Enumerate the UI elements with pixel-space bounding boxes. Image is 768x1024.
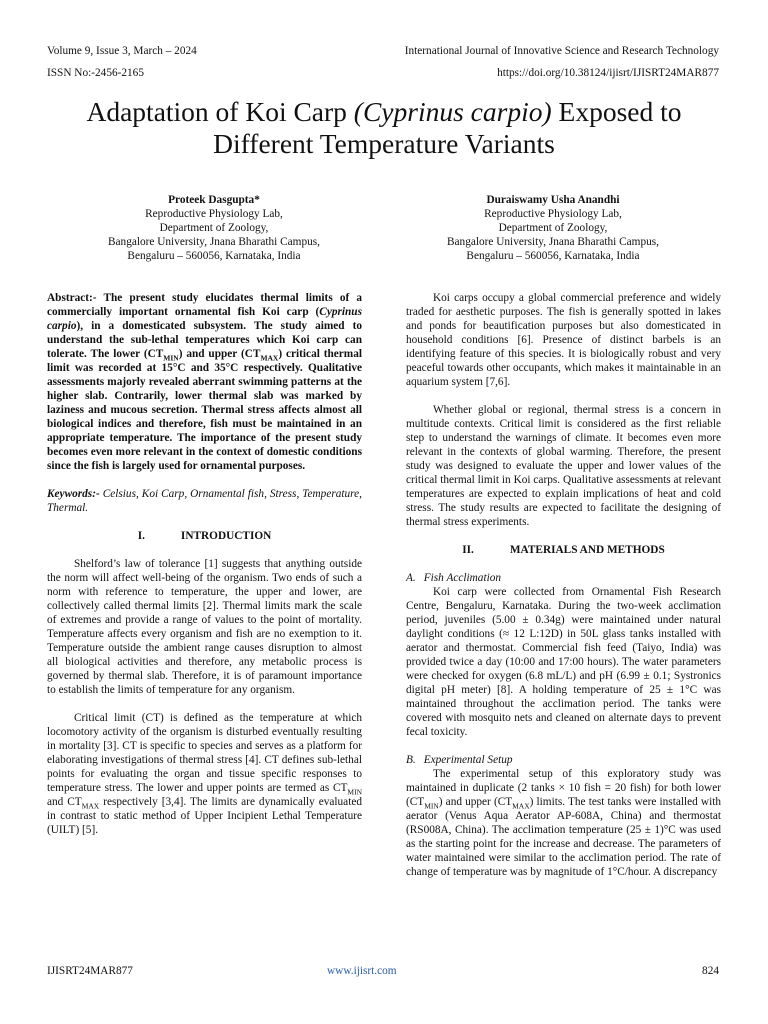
author-dept: Department of Zoology, bbox=[159, 222, 269, 234]
section-heading-methods: II. MATERIALS AND METHODS bbox=[462, 544, 665, 556]
title-part-2: Exposed to bbox=[551, 96, 682, 127]
acclimation-paragraph: Koi carp were collected from Ornamental Fish Research Centre, Bengaluru, Karnataka. During the two-week acclimation period, juveniles (5.00 ± 0.34g) were maintained under natural daylight conditions (≈ 12 L:12D) in 50L glass tanks installed with aerator and thermostat. Commercial fish feed (Taiyo, India) was provided twice a day (10:00 and 17:00 hours). The water parameters were checked for oxygen (6.8 mL/L) and pH (6.99 ± 0.1; Systronics digital pH meter) [8]. A holding temperature of 25 ± 1°C was maintained throughout the acclimation period. The tanks were covered with mosquito nets and cleaned on alternate days to prevent fecal toxicity. bbox=[406, 586, 721, 738]
subsection-fish-acclimation: A. Fish Acclimation bbox=[406, 572, 502, 584]
author-block-1 bbox=[64, 193, 364, 263]
paper-title bbox=[20, 96, 748, 160]
doi-link[interactable]: https://doi.org/10.38124/ijisrt/IJISRT24MAR877 bbox=[497, 67, 719, 79]
journal-name: International Journal of Innovative Science and Research Technology bbox=[404, 45, 719, 57]
left-column bbox=[47, 291, 362, 837]
setup-paragraph: The experimental setup of this exploratory study was maintained in duplicate (2 tanks × 10 fish = 20 fish) for both lower $(CT_{MIN})$ and upper $(CT_{MAX})$ limits. The test tanks were installed with aerator (Venus Aqua Aerator AP-608A, China) and thermostat (RS008A, China). The acclimation temperature (25 ± 1)°C was used as the starting point for the increase and decrease. The parameters of water maintained were similar to the acclimation period. The rate of change of temperature was by magnitude of 1°C/hour. A discrepancy bbox=[406, 768, 721, 878]
abstract: Abstract:- The present study elucidates thermal limits of a commercially important ornamental fish Koi carp (Cyprinus carpio), in a domesticated subsystem. The study aimed to understand the sub-lethal temperatures which Koi carp can tolerate. The lower $(CT_{MIN})$ and upper $(CT_{MAX})$ critical thermal limit was recorded at 15°C and 35°C respectively. Qualitative assessments majorly revealed aberrant swimming patterns at the higher slab. Contrarily, lower thermal slab was marked by laziness and mucous secretion. Thermal stress affects almost all biological indices and therefore, fish must be maintained in an appropriate temperature. The importance of the present study becomes even more relevant in the context of domestic conditions since the fish is largely used for ornamental purposes. bbox=[47, 292, 362, 472]
keywords-label: Keywords:- bbox=[47, 488, 100, 500]
intro-paragraph-2: Critical limit (CT) is defined as the temperature at which locomotory activity of the organism is disturbed eventually resulting in mortality [3]. CT is specific to species and serves as a platform for elaborating investigations of thermal stress [4]. CT defines sub-lethal points for evaluating the organ and tissue specific responses to temperature stress. The lower and upper points are termed as $CT_{MIN}$ and $CT_{MAX}$ respectively [3,4]. The limits are dynamically evaluated in contrast to static method of Upper Incipient Lethal Temperature (UILT) [5]. bbox=[47, 712, 362, 836]
issn: ISSN No:-2456-2165 bbox=[47, 67, 144, 79]
author-city: Bengaluru – 560056, Karnataka, India bbox=[466, 250, 640, 262]
title-line-2: Different Temperature Variants bbox=[213, 128, 555, 159]
title-part-1: Adaptation of Koi Carp bbox=[86, 96, 354, 127]
author-name: Proteek Dasgupta* bbox=[168, 194, 260, 206]
volume-issue: Volume 9, Issue 3, March – 2024 bbox=[47, 45, 197, 57]
author-lab: Reproductive Physiology Lab, bbox=[145, 208, 283, 220]
author-name: Duraiswamy Usha Anandhi bbox=[486, 194, 620, 206]
author-lab: Reproductive Physiology Lab, bbox=[484, 208, 622, 220]
author-block-2 bbox=[403, 193, 703, 263]
author-univ: Bangalore University, Jnana Bharathi Campus, bbox=[108, 236, 320, 248]
intro-paragraph-3: Koi carps occupy a global commercial preference and widely traded for aesthetic purposes. The fish is generally spotted in lakes and ponds for beautification purposes but also domesticated in household conditions [6]. Presence of distinct barbels is an identifying feature of this species. It is biologically robust and very peaceful towards other occupants, which makes it maintainable in an aquarium system [7,6]. bbox=[406, 292, 721, 388]
author-univ: Bangalore University, Jnana Bharathi Campus, bbox=[447, 236, 659, 248]
author-city: Bengaluru – 560056, Karnataka, India bbox=[127, 250, 301, 262]
author-dept: Department of Zoology, bbox=[498, 222, 608, 234]
keywords: Keywords:- Celsius, Koi Carp, Ornamental fish, Stress, Temperature, Thermal. bbox=[47, 488, 362, 514]
page-number: 824 bbox=[702, 965, 719, 977]
intro-paragraph-4: Whether global or regional, thermal stress is a concern in multitude contexts. Critical limit is considered as the first reliable step to understand the warnings of climate. It becomes even more relevant in the contexts of global warming. Therefore, the present study was designed to evaluate the upper and lower values of the critical thermal limit in Koi carps. Qualitative assessments at relevant temperatures are expected to explain implications of heat and cold stress. The study results are expected to facilitate the designing of thermal stress experiments. bbox=[406, 404, 721, 528]
title-species: (Cyprinus carpio) bbox=[353, 96, 552, 127]
footer-paper-id: IJISRT24MAR877 bbox=[47, 965, 133, 977]
section-heading-introduction: I. INTRODUCTION bbox=[137, 530, 272, 542]
footer-website-link[interactable]: www.ijisrt.com bbox=[327, 965, 397, 977]
subsection-experimental-setup: B. Experimental Setup bbox=[406, 754, 513, 766]
intro-paragraph-1: Shelford’s law of tolerance [1] suggests that anything outside the norm will affect well-being of the organism. Two ends of such a norm with reference to temperature, the upper and lower, are collectively called thermal limits [2]. Thermal limits mark the scale of extremes and provide a range of values to the point of mortality. Temperature affects every organism and fish are no exemption to it. Temperature outside the ambient range causes disruption to almost all biological activities and therefore, any metabolic process is governed by thermal slab. Therefore, it is of paramount importance to establish the limits of temperature for any organism. bbox=[47, 558, 362, 696]
right-column bbox=[406, 291, 721, 879]
